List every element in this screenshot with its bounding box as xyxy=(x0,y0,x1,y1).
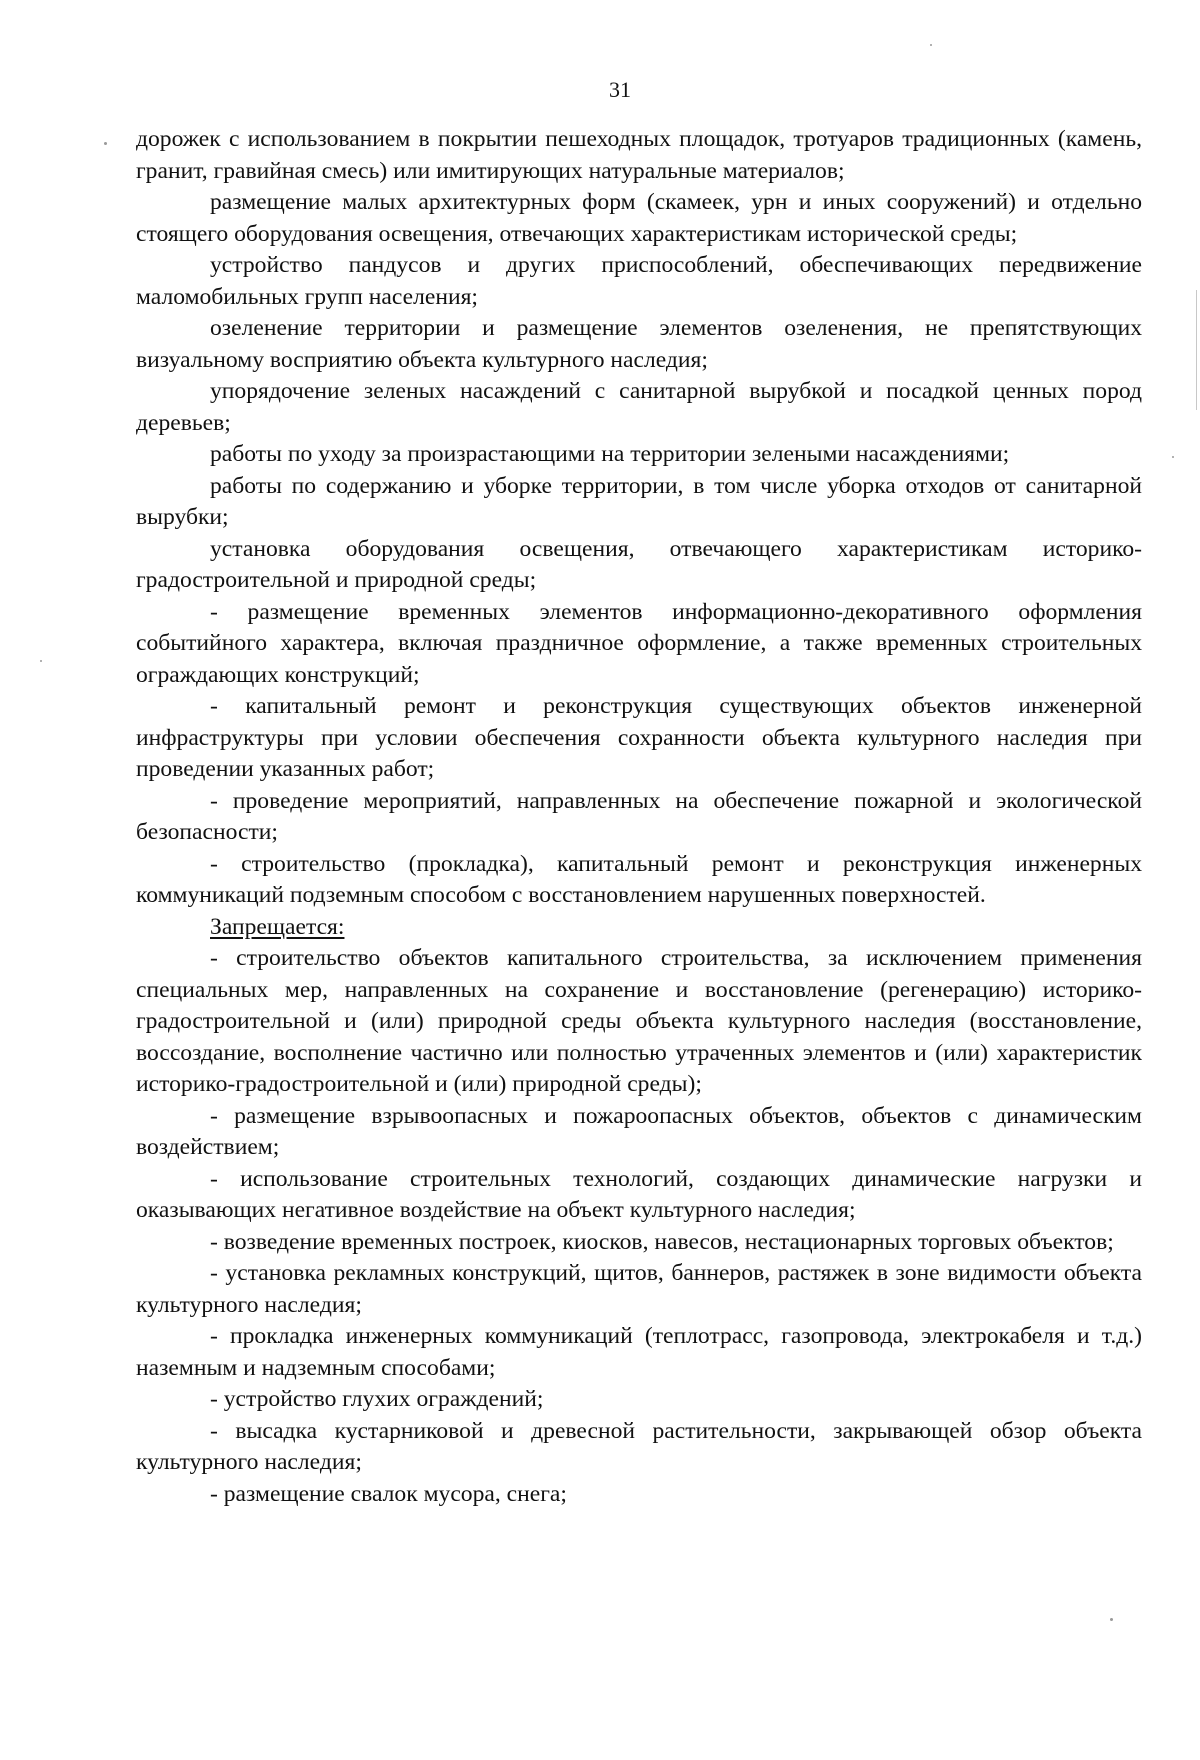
scan-speck xyxy=(40,660,42,662)
page-number: 31 xyxy=(609,77,631,102)
paragraph-8: установка оборудования освещения, отвечающего характеристикам историко-градостроительной и природной среды; xyxy=(136,535,1142,593)
paragraph-14: - строительство объектов капитального строительства, за исключением применения специальных мер, направленных на сохранение и восстановление (регенерацию) историко-градостроительной и (или) природной среды объекта культурного наследия (восстановление, воссоздание, восполнение частично или полностью утраченных элементов и (или) характеристик историко-градостроительной и (или) природной среды); xyxy=(136,945,1142,1097)
paragraph-12: - строительство (прокладка), капитальный ремонт и реконструкция инженерных коммуникаций подземным способом с восстановлением нарушенных поверхностей. xyxy=(136,850,1142,908)
scan-speck xyxy=(104,142,107,145)
paragraph-17: - возведение временных построек, киосков, навесов, нестационарных торговых объектов; xyxy=(210,1228,1114,1255)
paragraph-5: упорядочение зеленых насаждений с санитарной вырубкой и посадкой ценных пород деревьев; xyxy=(136,378,1142,436)
paragraph-4: озеленение территории и размещение элементов озеленения, не препятствующих визуальному восприятию объекта культурного наследия; xyxy=(136,315,1142,373)
scan-speck xyxy=(1110,1618,1113,1621)
paragraph-15: - размещение взрывоопасных и пожароопасных объектов, объектов с динамическим воздействием; xyxy=(136,1102,1142,1160)
paragraph-1: дорожек с использованием в покрытии пешеходных площадок, тротуаров традиционных (камень, гранит, гравийная смесь) или имитирующих натуральные материалов; xyxy=(136,126,1142,184)
paragraph-19: - прокладка инженерных коммуникаций (теплотрасс, газопровода, электрокабеля и т.д.) наземным и надземным способами; xyxy=(136,1323,1142,1381)
paragraph-20: - устройство глухих ограждений; xyxy=(210,1386,544,1412)
prohibited-heading-text: Запрещается: xyxy=(210,913,345,940)
paragraph-2: размещение малых архитектурных форм (скамеек, урн и иных сооружений) и отдельно стоящего оборудования освещения, отвечающих характеристикам исторической среды; xyxy=(136,189,1142,247)
paragraph-10: - капитальный ремонт и реконструкция существующих объектов инженерной инфраструктуры при условии обеспечения сохранности объекта культурного наследия при проведении указанных работ; xyxy=(136,693,1142,782)
prohibited-heading xyxy=(136,912,1142,944)
scan-speck xyxy=(930,44,932,46)
document-body xyxy=(136,124,1142,1510)
paragraph-6: работы по уходу за произрастающими на территории зелеными насаждениями; xyxy=(210,441,1010,467)
paragraph-16: - использование строительных технологий, создающих динамические нагрузки и оказывающих негативное воздействие на объект культурного наследия; xyxy=(136,1165,1142,1223)
paragraph-11: - проведение мероприятий, направленных на обеспечение пожарной и экологической безопасности; xyxy=(136,787,1142,845)
paragraph-22: - размещение свалок мусора, снега; xyxy=(210,1480,567,1507)
paragraph-7: работы по содержанию и уборке территории, в том числе уборка отходов от санитарной вырубки; xyxy=(136,472,1142,530)
scan-edge-line xyxy=(1196,290,1197,410)
paragraph-21: - высадка кустарниковой и древесной растительности, закрывающей обзор объекта культурного наследия; xyxy=(136,1417,1142,1475)
paragraph-18: - установка рекламных конструкций, щитов, баннеров, растяжек в зоне видимости объекта культурного наследия; xyxy=(136,1260,1142,1318)
scan-speck xyxy=(1172,456,1174,458)
paragraph-9: - размещение временных элементов информационно-декоративного оформления событийного характера, включая праздничное оформление, а также временных строительных ограждающих конструкций; xyxy=(136,598,1142,688)
paragraph-3: устройство пандусов и других приспособлений, обеспечивающих передвижение маломобильных групп населения; xyxy=(136,252,1142,310)
